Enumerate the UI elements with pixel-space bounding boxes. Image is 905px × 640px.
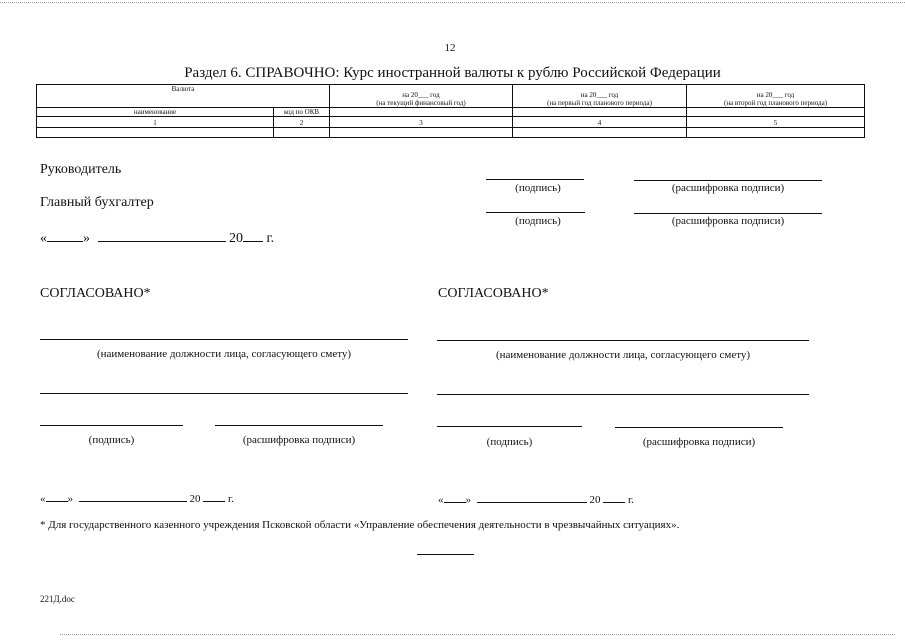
column-number: 1: [37, 117, 274, 128]
table-subheader-row: [37, 108, 865, 117]
column-number: 2: [274, 117, 330, 128]
chief-accountant-label: Главный бухгалтер: [40, 195, 154, 210]
signature-caption: (подпись): [486, 436, 533, 448]
signature-caption: (подпись): [515, 215, 561, 227]
approval-signature-line[interactable]: [437, 426, 582, 427]
subheader-okv-code: код по ОКВ: [274, 108, 330, 117]
head-signature-line[interactable]: [486, 179, 584, 180]
approval-title: СОГЛАСОВАНО*: [40, 286, 151, 301]
period-note: (на первый год планового периода): [547, 99, 652, 107]
document-filename: 221Д.doc: [40, 594, 75, 604]
date-field: « » 20 г.: [40, 231, 275, 246]
year-blank[interactable]: [203, 491, 225, 502]
year-blank[interactable]: [243, 229, 263, 242]
table-header-row: [37, 85, 865, 108]
approval-date-field: « » 20 г.: [438, 494, 635, 506]
column-number: 5: [687, 117, 865, 128]
section-title: Раздел 6. СПРАВОЧНО: Курс иностранной валюты к рублю Российской Федерации: [184, 65, 721, 81]
end-divider: [417, 554, 474, 555]
position-caption: (наименование должности лица, согласующего смету): [495, 349, 751, 361]
page-number: 12: [444, 42, 456, 54]
decoding-caption: (расшифровка подписи): [242, 434, 356, 446]
signature-caption: (подпись): [515, 182, 561, 194]
footnote: * Для государственного казенного учреждения Псковской области «Управление обеспечения деятельности в чрезвычайных ситуациях».: [40, 519, 680, 531]
year-blank[interactable]: [603, 492, 625, 503]
head-decoding-line[interactable]: [634, 180, 822, 181]
period-header-first: [513, 85, 687, 108]
period-header-second: [687, 85, 865, 108]
approval-date-field: « » 20 г.: [40, 493, 235, 505]
period-year: на 20___ год: [580, 91, 619, 99]
column-number: 4: [513, 117, 687, 128]
decoding-caption: (расшифровка подписи): [642, 436, 756, 448]
day-blank[interactable]: [47, 229, 83, 242]
period-note: (на текущий финансовый год): [376, 99, 466, 107]
currency-rate-table: [36, 84, 865, 138]
day-blank[interactable]: [444, 492, 466, 503]
period-note: (на второй год планового периода): [724, 99, 828, 107]
day-blank[interactable]: [46, 491, 68, 502]
month-blank[interactable]: [79, 491, 187, 502]
period-year: на 20___ год: [756, 91, 795, 99]
period-header-current: [330, 85, 513, 108]
decoding-caption: (расшифровка подписи): [671, 182, 785, 194]
month-blank[interactable]: [98, 229, 226, 242]
month-blank[interactable]: [477, 492, 587, 503]
approval-decoding-line[interactable]: [215, 425, 383, 426]
accountant-decoding-line[interactable]: [634, 213, 822, 214]
approval-position-line-2[interactable]: [40, 393, 408, 394]
scan-edge-bottom: [60, 634, 895, 635]
approval-position-line[interactable]: [437, 340, 809, 341]
column-number: 3: [330, 117, 513, 128]
approval-position-line-2[interactable]: [437, 394, 809, 395]
position-caption: (наименование должности лица, согласующего смету): [96, 348, 352, 360]
approval-position-line[interactable]: [40, 339, 408, 340]
column-number-row: [37, 117, 865, 128]
approval-signature-line[interactable]: [40, 425, 183, 426]
subheader-name: наименование: [37, 108, 274, 117]
approval-decoding-line[interactable]: [615, 427, 783, 428]
scan-edge-top: [0, 2, 905, 3]
accountant-signature-line[interactable]: [486, 212, 585, 213]
decoding-caption: (расшифровка подписи): [671, 215, 785, 227]
head-label: Руководитель: [40, 162, 122, 177]
currency-header: Валюта: [37, 85, 330, 108]
period-year: на 20___ год: [402, 91, 440, 99]
signature-caption: (подпись): [88, 434, 135, 446]
approval-title: СОГЛАСОВАНО*: [438, 286, 549, 301]
table-row: [37, 128, 865, 138]
